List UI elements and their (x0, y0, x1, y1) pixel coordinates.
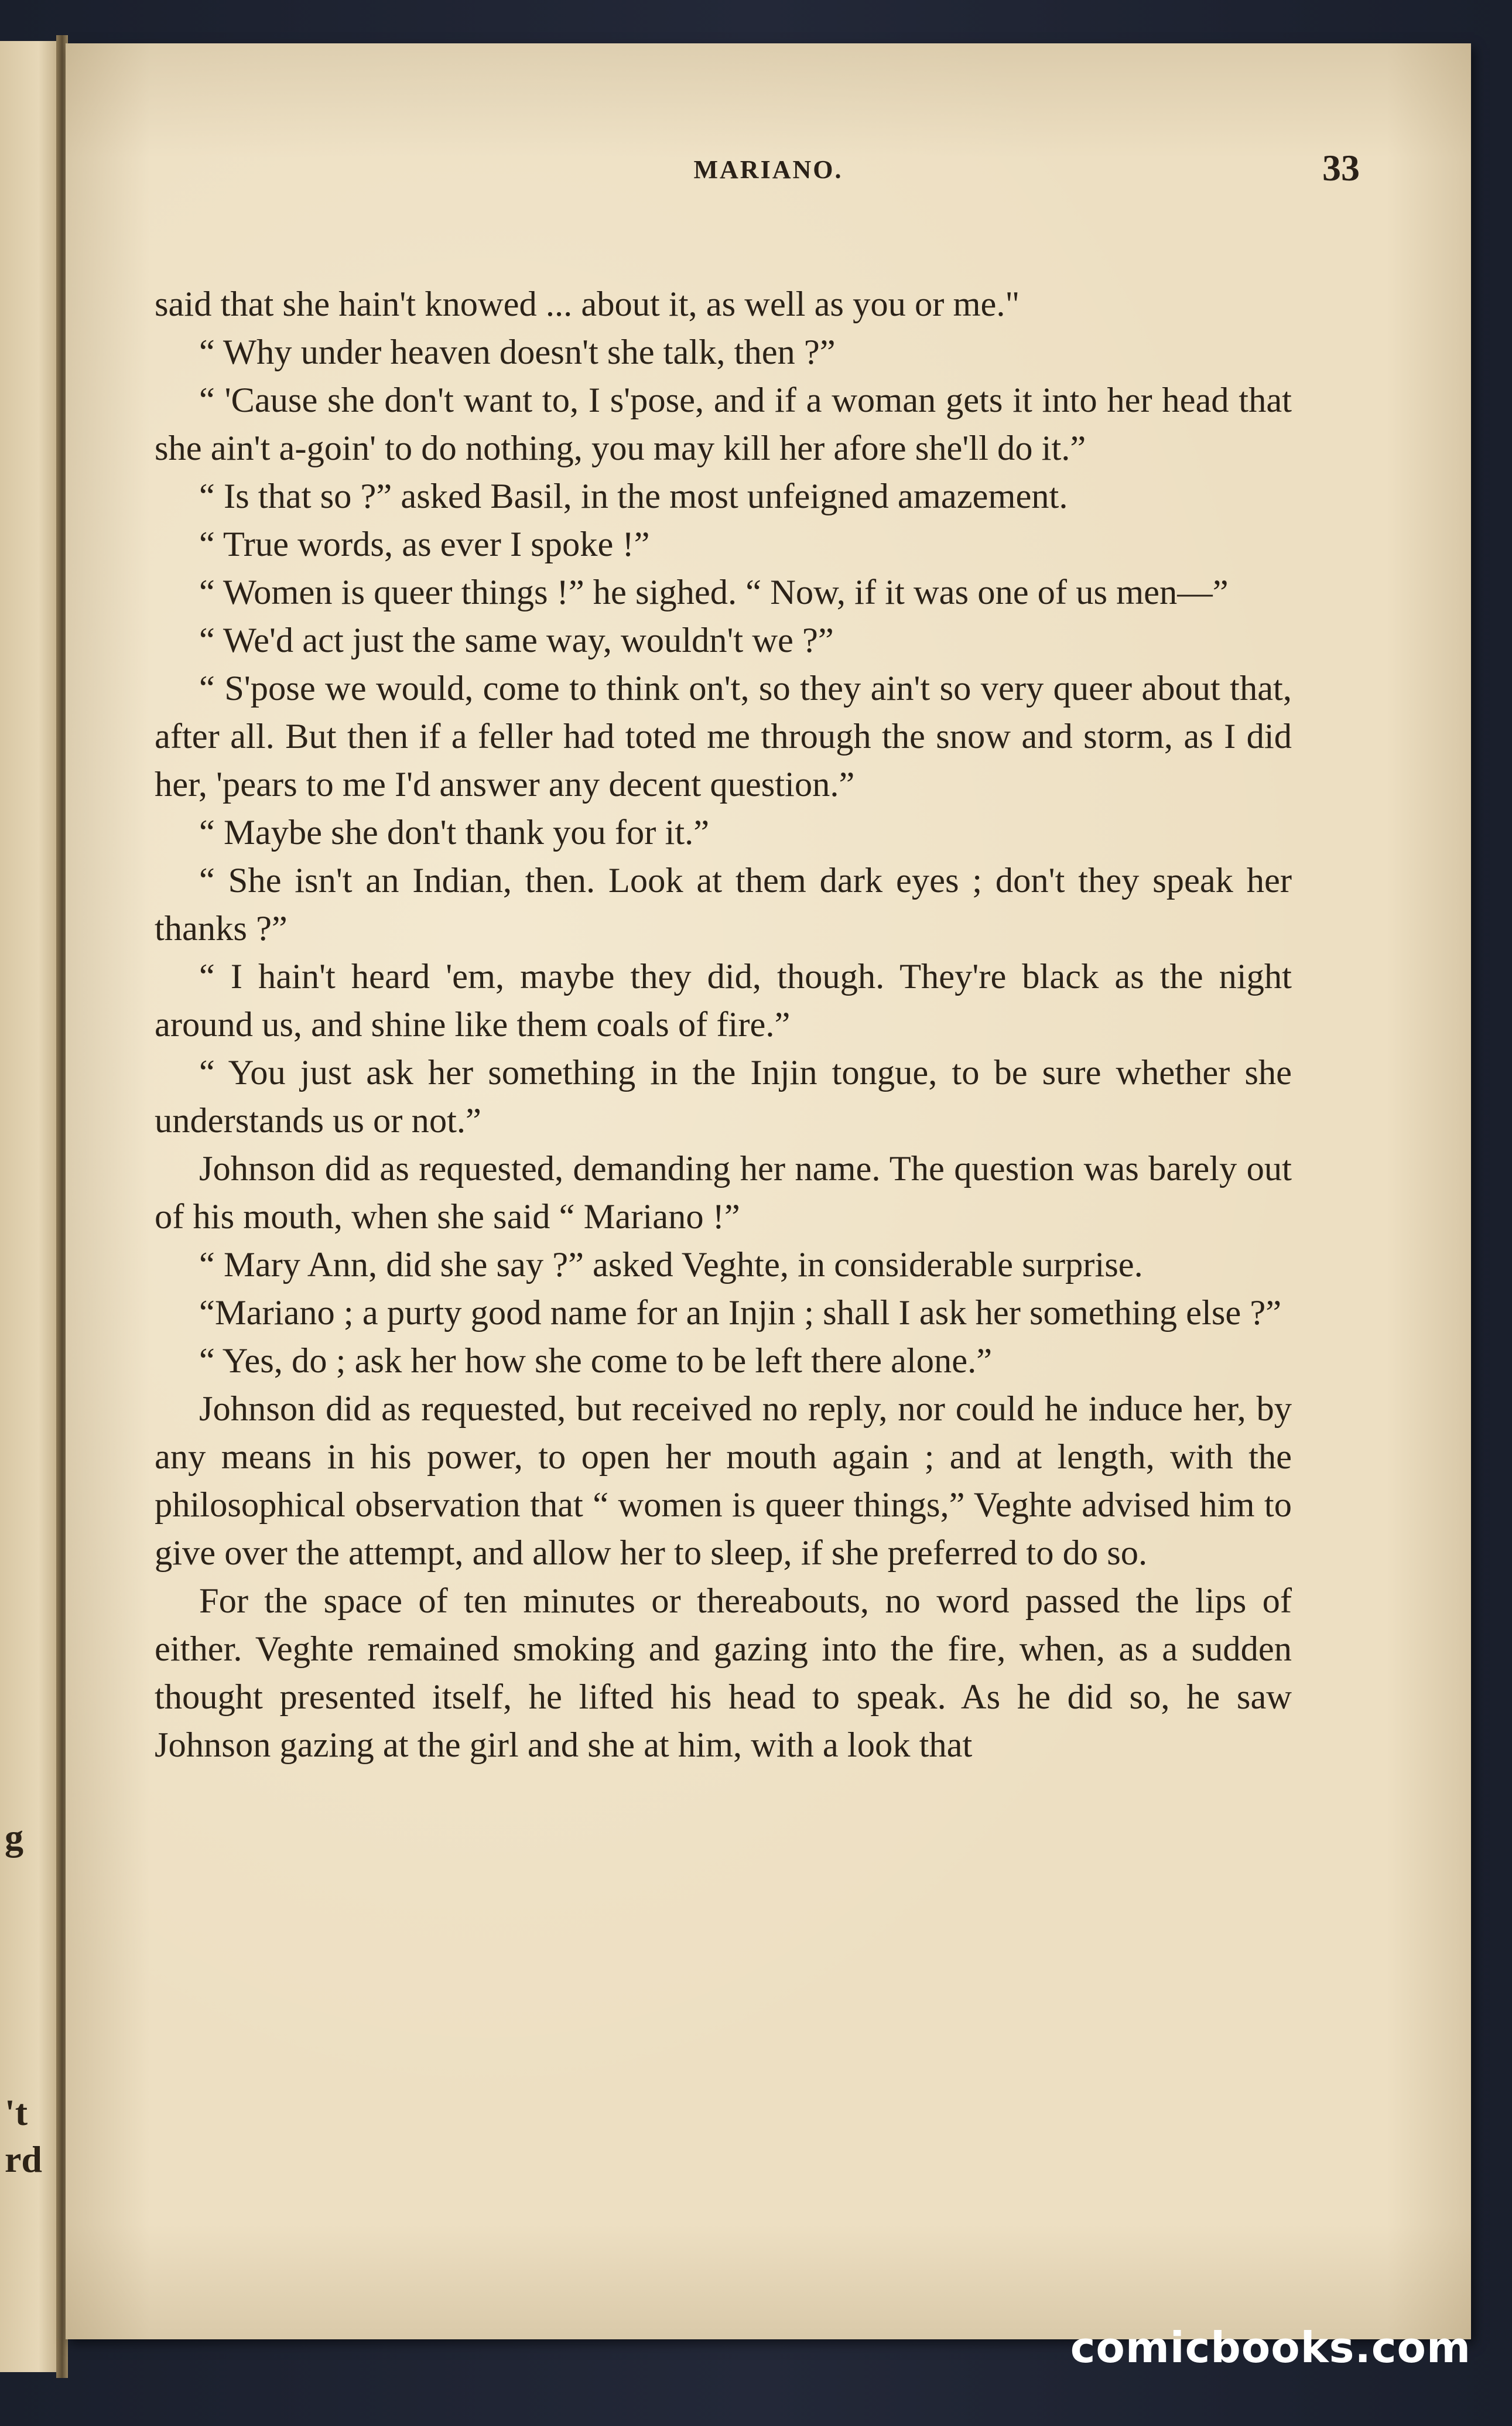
watermark: comicbooks.com (1070, 2323, 1471, 2372)
paragraph: “ 'Cause she don't want to, I s'pose, and if a woman gets it into her head that she ain't a-goin' to do nothing, you may kill her afore she'll do it.” (155, 381, 1292, 468)
paragraph: “ Mary Ann, did she say ?” asked Veghte, in considerable surprise. (199, 1245, 1143, 1284)
book-page (66, 43, 1471, 2339)
paragraph: “ Women is queer things !” he sighed. “ Now, if it was one of us men—” (199, 573, 1229, 612)
paragraph: Johnson did as requested, but received no reply, nor could he induce her, by any means in his power, to open her mouth again ; and at length, with the philosophical observation that “ women is queer things,” Veghte advised him to give over the attempt, and allow her to sleep, if she preferred to do so. (155, 1389, 1292, 1573)
paragraph: “ True words, as ever I spoke !” (199, 525, 650, 564)
paragraph: “Mariano ; a purty good name for an Injin ; shall I ask her something else ?” (199, 1293, 1282, 1332)
paragraph: “ Why under heaven doesn't she talk, then ?” (199, 333, 836, 372)
paragraph: “ Is that so ?” asked Basil, in the most unfeigned amazement. (199, 477, 1068, 516)
paragraph: “ S'pose we would, come to think on't, so they ain't so very queer about that, after all. But then if a feller had toted me through the snow and storm, as I did her, 'pears to me I'd answer any decent question.” (155, 669, 1292, 804)
paragraph: Johnson did as requested, demanding her name. The question was barely out of his mouth, when she said “ Mariano !” (155, 1149, 1292, 1236)
previous-page-edge (0, 41, 64, 2372)
page-number: 33 (1322, 147, 1360, 189)
paragraph: For the space of ten minutes or thereabouts, no word passed the lips of either. Veghte remained smoking and gazing into the fire, when, as a sudden thought presented itself, he lifted his head to speak. As he did so, he saw Johnson gazing at the girl and she at him, with a look that (155, 1581, 1292, 1765)
left-page-fragment: rd (5, 2138, 42, 2180)
paragraph: “ Yes, do ; ask her how she come to be left there alone.” (199, 1341, 993, 1381)
paragraph: “ I hain't heard 'em, maybe they did, though. They're black as the night around us, and shine like them coals of fire.” (155, 957, 1292, 1044)
paragraph: “ We'd act just the same way, wouldn't we ?” (199, 621, 834, 660)
paragraph: “ Maybe she don't thank you for it.” (199, 813, 710, 852)
paragraph: “ She isn't an Indian, then. Look at them dark eyes ; don't they speak her thanks ?” (155, 861, 1292, 948)
paragraph: said that she hain't knowed ... about it, as well as you or me." (155, 285, 1020, 324)
paragraph: “ You just ask her something in the Injin tongue, to be sure whether she understands us or not.” (155, 1053, 1292, 1140)
left-page-fragment: 't (5, 2092, 28, 2133)
left-page-fragment: g (5, 1816, 23, 1858)
running-head: MARIANO. (693, 155, 843, 184)
page-body (155, 281, 1292, 1769)
